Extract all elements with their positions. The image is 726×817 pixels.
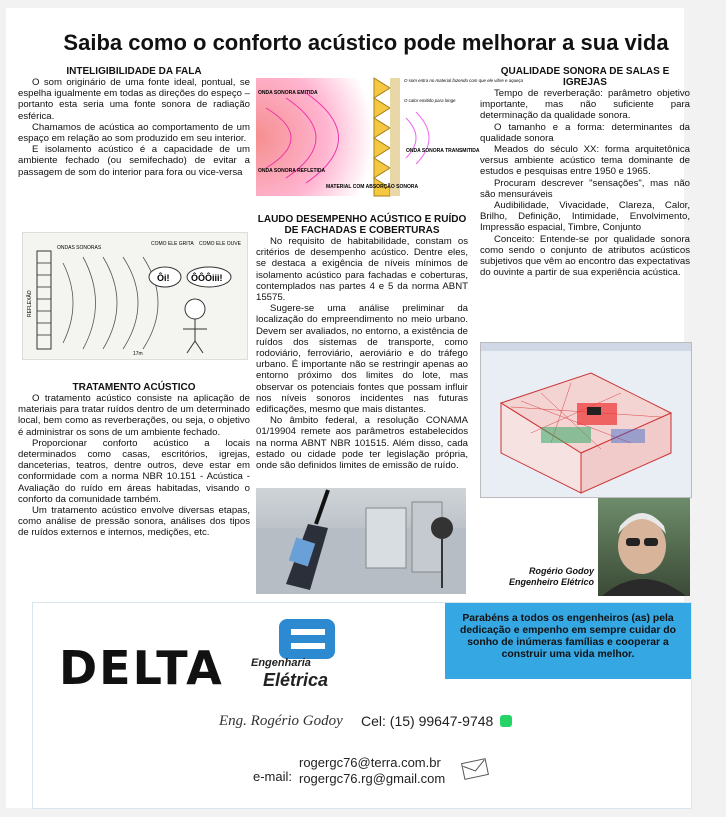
cartoon-label: ONDAS SONORAS bbox=[57, 245, 102, 251]
paragraph: No requisito de habitabilidade, constam os critérios de desempenho acústico. Dentre eles, se destaca a exigência de níveis mínimos de isolamento acústico para fachadas e coberturas, contemplados nas partes 4 e 5 da norma ABNT 15575. bbox=[256, 236, 468, 304]
email-label: e-mail: bbox=[253, 769, 293, 784]
author-portrait bbox=[598, 498, 690, 596]
paragraph: Sugere-se uma análise preliminar da localização do empreendimento no meio urbano. Devem ser avaliados, no entorno, a existência de ruídos dos sistemas de transporte, como rodoviário, ferroviário, aeroviário e do tráfego urbano. É importante não se restringir apenas ao entorno próximo dos limites do lote, mas observar os potenciais fontes que possam influir nos níveis sonoros incidentes nas futuras edificações, mesmo que mais distantes. bbox=[256, 303, 468, 416]
contact-name: Eng. Rogério Godoy bbox=[219, 713, 343, 729]
diagram-label: O calor emitido para longe bbox=[404, 98, 456, 103]
email-1[interactable]: rogergc76@terra.com.br bbox=[299, 755, 441, 770]
paragraph: Conceito: Entende-se por qualidade sonora como sendo o conjunto de atributos acústicos subjetivos que vêm ao encontro das expectativas do ouvinte a partir de sua experiência acústica. bbox=[480, 233, 690, 279]
paragraph: Tempo de reverberação: parâmetro objetivo importante, mas não suficiente para determinação da qualidade sonora. bbox=[480, 88, 690, 122]
cartoon-label: COMO ELE OUVE bbox=[199, 241, 241, 247]
heading-laudo: LAUDO DESEMPENHO ACÚSTICO E RUÍDO DE FACHADAS E COBERTURAS bbox=[257, 214, 467, 236]
room-simulation-image bbox=[480, 342, 692, 498]
whatsapp-icon bbox=[500, 715, 512, 727]
delta-logo: DELTA bbox=[59, 641, 224, 695]
column-2 bbox=[256, 214, 468, 471]
envelope-icon bbox=[461, 757, 491, 781]
room-simulation-drawing bbox=[481, 343, 691, 497]
paragraph: Audibilidade, Vivacidade, Clareza, Calor, Brilho, Definição, Intimidade, Envolvimento, Impressão espacial, Timbre, Conjunto bbox=[480, 200, 690, 234]
diagram-label: ONDA SONORA REFLETIDA bbox=[258, 168, 326, 174]
sound-meter-photo bbox=[256, 488, 466, 594]
paragraph: E isolamento acústico é a capacidade de um ambiente fechado (ou semifechado) de evitar a passagem de som do interior para fora ou vice-versa bbox=[18, 144, 250, 178]
author-photo bbox=[598, 498, 690, 596]
paragraph: Chamamos de acústica ao comportamento de um espaço em relação ao som produzido em seu interior. bbox=[18, 121, 250, 145]
absorption-drawing bbox=[256, 68, 524, 206]
engenharia-logo-icon bbox=[277, 617, 337, 661]
newspaper-page bbox=[6, 8, 690, 808]
message-box bbox=[445, 603, 691, 679]
paragraph: O tamanho e a forma: determinantes da qualidade sonora bbox=[480, 121, 690, 144]
paragraph: O tratamento acústico consiste na aplicação de materiais para tratar ruídos dentro de um determinado local, bem como as reverberações, ou seja, o objetivo é administrar os sons de um ambiente fechado. bbox=[18, 393, 250, 438]
author-role: Engenheiro Elétrico bbox=[508, 577, 594, 587]
diagram-label: ONDA SONORA EMITIDA bbox=[258, 90, 318, 96]
page-title: Saiba como o conforto acústico pode melhorar a sua vida bbox=[63, 30, 669, 55]
engenharia-text: Engenharia bbox=[251, 657, 311, 669]
cartoon-label: 17m bbox=[133, 351, 143, 357]
eletrica-text: Elétrica bbox=[263, 670, 329, 690]
paragraph: No âmbito federal, a resolução CONAMA 01/19904 remete aos parâmetros estabelecidos na norma ABNT NBR 101515. Além disso, cada estado ou cidade pode ter legislação própria, onde são definidos limites de emissão de ruído. bbox=[256, 415, 468, 472]
email-2[interactable]: rogergc76.rg@gmail.com bbox=[299, 771, 446, 786]
email-values bbox=[299, 755, 445, 787]
diagram-label: MATERIAL COM ABSORÇÃO SONORA bbox=[326, 184, 419, 190]
cel-label: Cel: bbox=[361, 713, 386, 729]
paragraph: Proporcionar conforto acústico a locais determinados como casas, escritórios, igrejas, danceterias, teatros, dentre outros, deve estar em conformidade com a norma NBR 10.151 - Acústica - Avaliação do ruído em áreas habitadas, visando o conforto da comunidade também. bbox=[18, 437, 250, 505]
envelope-drawing bbox=[461, 757, 491, 781]
e-logo-drawing bbox=[277, 617, 337, 661]
author-name: Rogério Godoy bbox=[529, 566, 594, 576]
advertisement bbox=[32, 602, 692, 809]
sound-meter-drawing bbox=[256, 488, 466, 594]
paragraph: O som originário de uma fonte ideal, pontual, se espelha igualmente em todas as direções do espeço – portanto esta seria uma fonte sonora de radiação esférica. bbox=[18, 77, 250, 122]
congrats-message: Parabéns a todos os engenheiros (as) pela dedicação e empenho em sempre cuidar do sonho de inúmeras famílias e cooperar a construir uma vida melhor. bbox=[460, 613, 676, 660]
bubble-text: Ôi! bbox=[157, 273, 170, 283]
column-1-top bbox=[18, 66, 250, 178]
phone bbox=[361, 713, 512, 729]
heading-inteligibilidade: INTELIGIBILIDADE DA FALA bbox=[66, 66, 202, 77]
paragraph: Meados do século XX: forma arquitetônica versus ambiente acústico tema dominante de estudos e pesquisas entre 1950 e 1965. bbox=[480, 144, 690, 178]
cel-number[interactable]: (15) 99647-9748 bbox=[389, 713, 494, 729]
column-3 bbox=[480, 66, 690, 278]
diagram-label: ONDA SONORA TRANSMITIDA bbox=[406, 148, 480, 154]
diagram-label: O som entra no material fazendo com que ele vibre e aqueça bbox=[404, 78, 524, 83]
author-caption bbox=[476, 566, 594, 588]
paragraph: Procuram descrever "sensações", mas não são mensuráveis bbox=[480, 177, 690, 200]
cartoon-label: COMO ELE GRITA bbox=[151, 241, 194, 247]
absorption-diagram bbox=[256, 68, 524, 206]
cartoon-illustration bbox=[22, 232, 248, 360]
heading-qualidade: QUALIDADE SONORA DE SALAS E IGREJAS bbox=[500, 66, 670, 88]
bubble-text: ÔÔÔiii! bbox=[191, 273, 223, 283]
heading-tratamento: TRATAMENTO ACÚSTICO bbox=[72, 382, 196, 393]
sound-reflection-drawing bbox=[23, 233, 247, 359]
cartoon-label: REFLEXÃO bbox=[27, 290, 33, 317]
paragraph: Um tratamento acústico envolve diversas etapas, como análise de pressão sonora, análises dos tipos de ruídos externos e internos, medições, etc. bbox=[18, 505, 250, 539]
column-1-bottom bbox=[18, 382, 250, 539]
